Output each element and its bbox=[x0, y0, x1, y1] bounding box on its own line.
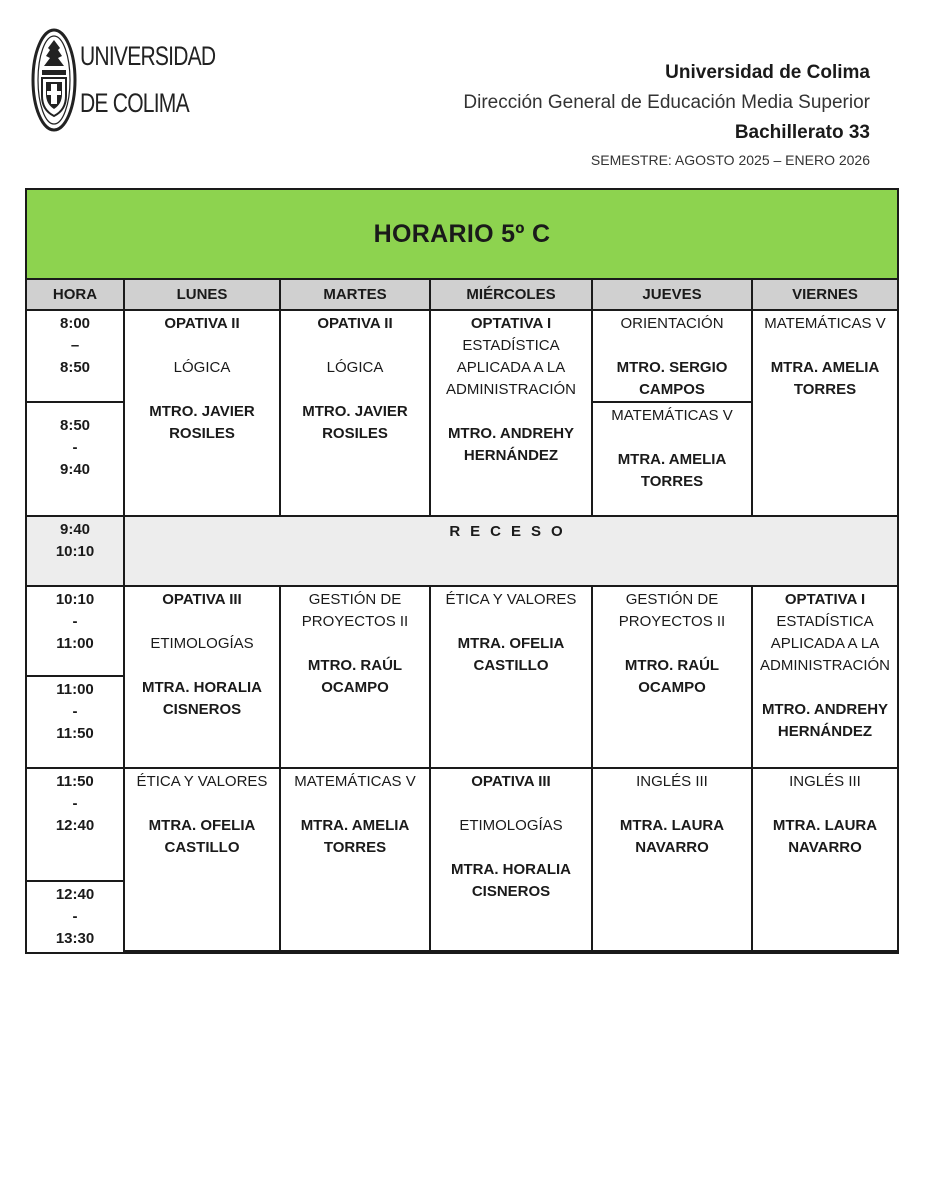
class-cell-viernes: INGLÉS III MTRA. LAURA NAVARRO bbox=[752, 768, 897, 951]
recess-cell: RECESO bbox=[124, 516, 897, 586]
class-cell-miercoles: OPATIVA III ETIMOLOGÍAS MTRA. HORALIA CISNEROS bbox=[430, 768, 592, 951]
column-header-hora: HORA bbox=[27, 280, 124, 310]
hour-cell: 11:00 - 11:50 bbox=[27, 676, 124, 768]
column-header-lunes: LUNES bbox=[124, 280, 280, 310]
table-row bbox=[27, 310, 897, 402]
school-name: Bachillerato 33 bbox=[734, 122, 870, 143]
class-cell-jueves: INGLÉS III MTRA. LAURA NAVARRO bbox=[592, 768, 752, 951]
university-shield-icon bbox=[30, 26, 78, 134]
hour-cell: 11:50 - 12:40 bbox=[27, 768, 124, 881]
schedule-table bbox=[25, 188, 899, 954]
logo-text-line2: DE COLIMA bbox=[80, 88, 189, 118]
column-header-viernes: VIERNES bbox=[752, 280, 897, 310]
recess-row bbox=[27, 516, 897, 586]
direction-name: Dirección General de Educación Media Superior bbox=[463, 92, 870, 113]
class-cell-jueves: ORIENTACIÓN MTRO. SERGIO CAMPOS bbox=[592, 310, 752, 402]
hour-cell: 10:10 - 11:00 bbox=[27, 586, 124, 676]
hour-cell: 12:40 - 13:30 bbox=[27, 881, 124, 951]
class-cell-lunes: ÉTICA Y VALORES MTRA. OFELIA CASTILLO bbox=[124, 768, 280, 951]
class-cell-lunes: OPATIVA II LÓGICA MTRO. JAVIER ROSILES bbox=[124, 310, 280, 516]
schedule-title: HORARIO 5º C bbox=[27, 190, 897, 280]
column-header-miercoles: MIÉRCOLES bbox=[430, 280, 592, 310]
document-header bbox=[463, 58, 870, 172]
column-header-jueves: JUEVES bbox=[592, 280, 752, 310]
table-row bbox=[27, 768, 897, 881]
class-cell-miercoles: OPTATIVA I ESTADÍSTICA APLICADA A LA ADMINISTRACIÓN MTRO. ANDREHY HERNÁNDEZ bbox=[430, 310, 592, 516]
logo-text-line1: UNIVERSIDAD bbox=[80, 41, 216, 71]
column-header-martes: MARTES bbox=[280, 280, 430, 310]
class-cell-jueves: GESTIÓN DE PROYECTOS II MTRO. RAÚL OCAMPO bbox=[592, 586, 752, 768]
class-cell-jueves: MATEMÁTICAS V MTRA. AMELIA TORRES bbox=[592, 402, 752, 516]
university-name: Universidad de Colima bbox=[665, 62, 870, 83]
hour-cell: 9:40 10:10 bbox=[27, 516, 124, 586]
header-row bbox=[27, 280, 897, 310]
class-cell-viernes: OPTATIVA I ESTADÍSTICA APLICADA A LA ADMINISTRACIÓN MTRO. ANDREHY HERNÁNDEZ bbox=[752, 586, 897, 768]
hour-cell: 8:00 – 8:50 bbox=[27, 310, 124, 402]
class-cell-martes: OPATIVA II LÓGICA MTRO. JAVIER ROSILES bbox=[280, 310, 430, 516]
class-cell-miercoles: ÉTICA Y VALORES MTRA. OFELIA CASTILLO bbox=[430, 586, 592, 768]
semester-label: SEMESTRE: AGOSTO 2025 – ENERO 2026 bbox=[590, 152, 870, 168]
class-cell-martes: MATEMÁTICAS V MTRA. AMELIA TORRES bbox=[280, 768, 430, 951]
hour-cell: 8:50 - 9:40 bbox=[27, 402, 124, 516]
university-logo bbox=[30, 26, 216, 136]
table-row bbox=[27, 586, 897, 676]
class-cell-martes: GESTIÓN DE PROYECTOS II MTRO. RAÚL OCAMPO bbox=[280, 586, 430, 768]
class-cell-viernes: MATEMÁTICAS V MTRA. AMELIA TORRES bbox=[752, 310, 897, 516]
class-cell-lunes: OPATIVA III ETIMOLOGÍAS MTRA. HORALIA CISNEROS bbox=[124, 586, 280, 768]
